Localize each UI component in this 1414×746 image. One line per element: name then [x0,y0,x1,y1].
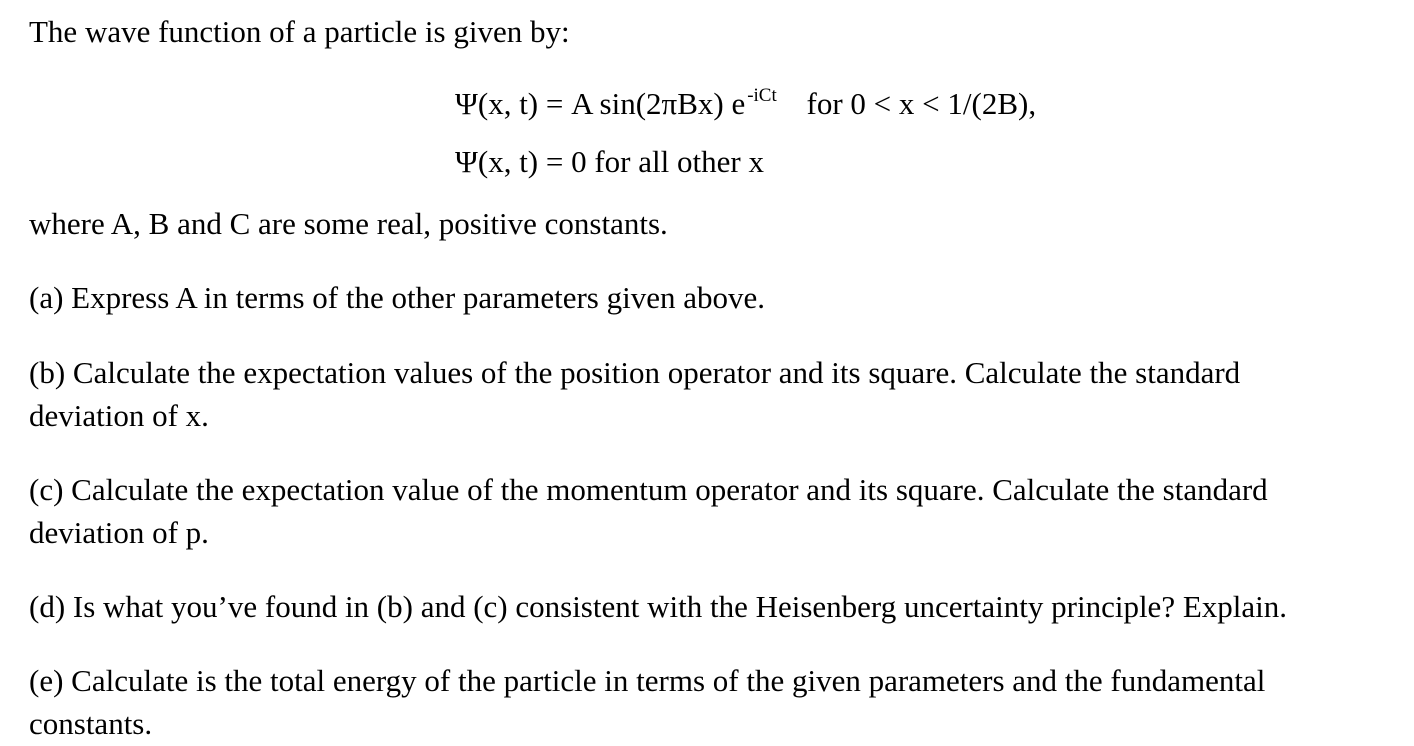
part-e-line-1: (e) Calculate is the total energy of the particle in terms of the given parameters and the fundamental [29,663,1266,698]
part-c-line-2: deviation of p. [29,515,209,550]
part-a-line-1: (a) Express A in terms of the other parameters given above. [29,280,766,315]
equation-1-condition: for 0 < x < 1/(2B), [806,86,1037,121]
part-e [29,659,1399,745]
part-a [29,276,1399,319]
part-d [29,585,1399,628]
part-b-line-2: deviation of x. [29,398,209,433]
part-e-line-2: constants. [29,706,153,741]
equation-line-1 [455,82,1036,125]
part-b-line-1: (b) Calculate the expectation values of the position operator and its square. Calculate the standard [29,355,1241,390]
part-c [29,468,1399,554]
part-d-line-1: (d) Is what you’ve found in (b) and (c) consistent with the Heisenberg uncertainty principle? Explain. [29,589,1287,624]
part-c-line-1: (c) Calculate the expectation value of the momentum operator and its square. Calculate the standard [29,472,1268,507]
constants-note: where A, B and C are some real, positive constants. [29,206,668,241]
equation-2-lhs: Ψ(x, t) = 0 for all other x [455,144,764,179]
part-b [29,351,1399,437]
equation-1-lhs: Ψ(x, t) = A sin(2πBx) e [455,86,746,121]
intro-text: The wave function of a particle is given by: [29,14,570,49]
equation-1-exponent: -iCt [747,85,777,106]
equation-line-2 [455,140,1036,183]
wave-function-equations [455,82,1036,183]
